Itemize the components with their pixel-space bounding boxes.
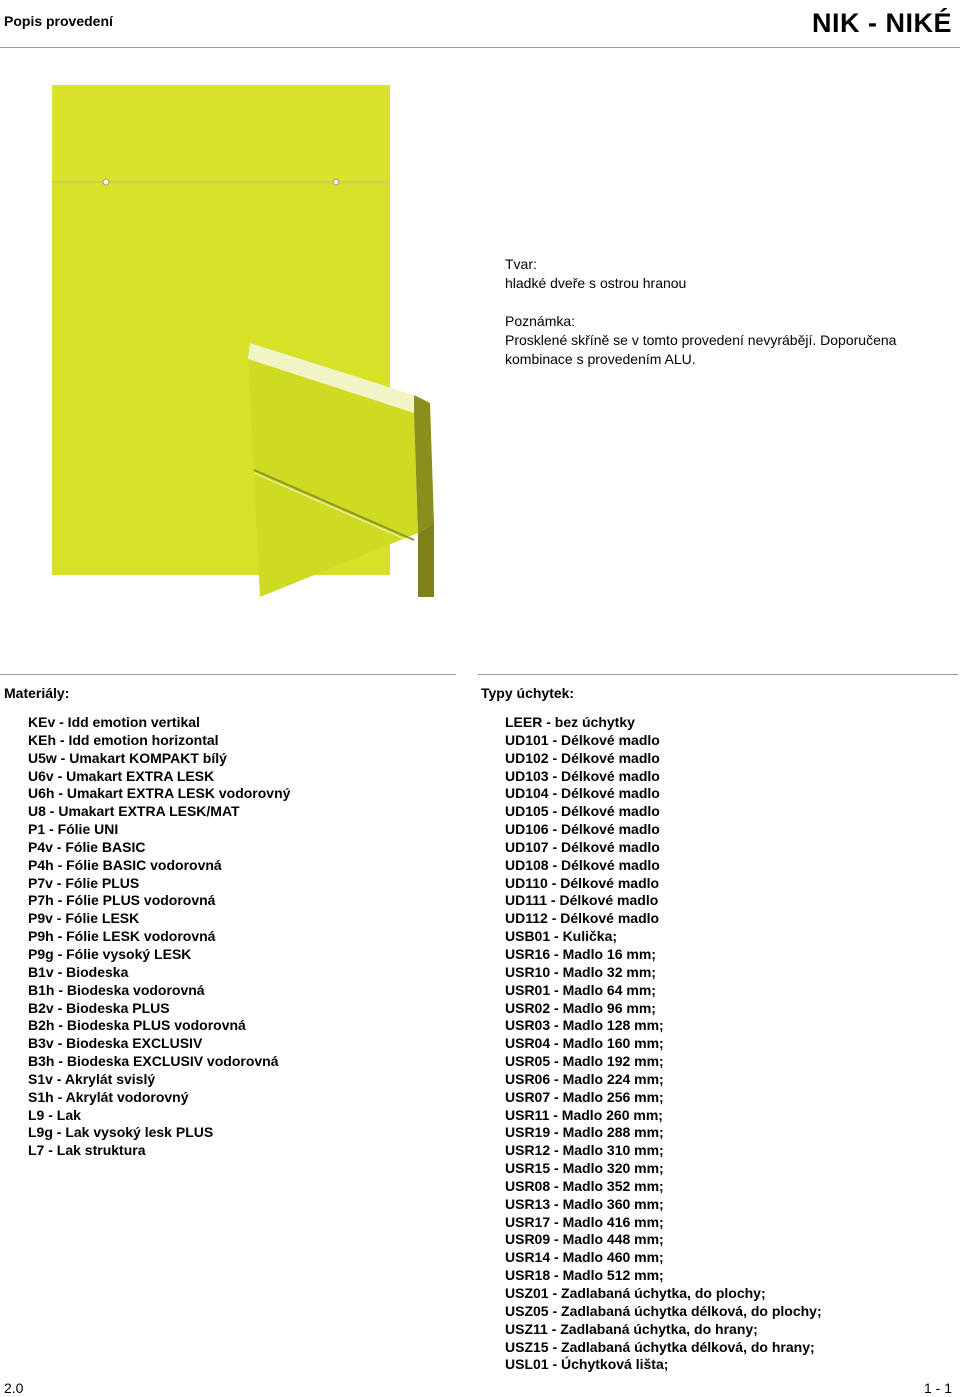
note-label: Poznámka: [505, 313, 576, 329]
handles-heading: Typy úchytek: [481, 685, 575, 701]
handles-item: USR11 - Madlo 260 mm; [505, 1106, 663, 1123]
handles-item: UD110 - Délkové madlo [505, 874, 660, 891]
handles-item: USR19 - Madlo 288 mm; [505, 1124, 664, 1141]
materials-item: P9v - Fólie LESK [28, 910, 140, 927]
handles-item: USR02 - Madlo 96 mm; [505, 999, 656, 1016]
hinge-left [103, 179, 109, 185]
handles-item: UD103 - Délkové madlo [505, 767, 660, 784]
handles-item: USR08 - Madlo 352 mm; [505, 1177, 664, 1194]
materials-item: P7h - Fólie PLUS vodorovná [28, 892, 216, 909]
handles-item: UD107 - Délkové madlo [505, 838, 660, 855]
materials-heading: Materiály: [4, 685, 70, 701]
handles-item: USB01 - Kulička; [505, 928, 618, 945]
materials-item: U8 - Umakart EXTRA LESK/MAT [28, 803, 240, 820]
materials-item: B2h - Biodeska PLUS vodorovná [28, 1017, 246, 1034]
materials-item: P9h - Fólie LESK vodorovná [28, 928, 216, 945]
handles-item: USR12 - Madlo 310 mm; [505, 1142, 664, 1159]
materials-item: B2v - Biodeska PLUS [28, 999, 170, 1016]
handles-item: USR16 - Madlo 16 mm; [505, 945, 656, 962]
materials-item: P9g - Fólie vysoký LESK [28, 945, 192, 962]
header-bar [0, 0, 960, 48]
door-front-photo [50, 85, 435, 600]
handles-item: USZ05 - Zadlabaná úchytka délková, do plochy; [505, 1302, 822, 1319]
materials-item: U6v - Umakart EXTRA LESK [28, 767, 215, 784]
materials-item: P4v - Fólie BASIC [28, 838, 146, 855]
version-label: 2.0 [4, 1380, 24, 1396]
materials-item: L7 - Lak struktura [28, 1142, 146, 1159]
handles-item: USR06 - Madlo 224 mm; [505, 1070, 664, 1087]
handles-item: LEER - bez úchytky [505, 714, 635, 730]
shape-label: Tvar: [505, 256, 537, 272]
handles-item: USR18 - Madlo 512 mm; [505, 1267, 664, 1284]
handles-list [505, 714, 822, 1374]
handles-item: USZ01 - Zadlabaná úchytka, do plochy; [505, 1285, 766, 1301]
handles-item: UD105 - Délkové madlo [505, 803, 660, 820]
handles-item: USR14 - Madlo 460 mm; [505, 1249, 664, 1266]
handles-item: USR03 - Madlo 128 mm; [505, 1017, 664, 1034]
materials-item: L9g - Lak vysoký lesk PLUS [28, 1124, 214, 1141]
handles-item: USR15 - Madlo 320 mm; [505, 1160, 664, 1177]
materials-item: B3h - Biodeska EXCLUSIV vodorovná [28, 1053, 279, 1070]
materials-item: P1 - Fólie UNI [28, 821, 119, 838]
materials-item: B1v - Biodeska [28, 963, 129, 980]
product-name: NIK - NIKÉ [812, 8, 952, 38]
handles-item: UD106 - Délkové madlo [505, 821, 660, 838]
page-number: 1 - 1 [923, 1380, 952, 1396]
materials-list [28, 714, 290, 1160]
handles-item: UD111 - Délkové madlo [505, 892, 659, 909]
materials-item: U5w - Umakart KOMPAKT bílý [28, 749, 227, 766]
section-title: Popis provedení [4, 13, 113, 29]
materials-item: S1h - Akrylát vodorovný [28, 1088, 189, 1105]
note-value: Prosklené skříně se v tomto provedení nevyrábějí. Doporučena kombinace s provedením ALU. [505, 332, 897, 367]
handles-item: USR09 - Madlo 448 mm; [505, 1231, 664, 1248]
handles-item: USZ11 - Zadlabaná úchytka, do hrany; [505, 1320, 758, 1337]
handles-item: USZ15 - Zadlabaná úchytka délková, do hrany; [505, 1338, 815, 1355]
door-panel-side-lower [418, 523, 434, 597]
handles-item: USR05 - Madlo 192 mm; [505, 1053, 664, 1070]
handles-item: UD108 - Délkové madlo [505, 856, 660, 873]
info-block [505, 255, 955, 369]
handles-item: UD112 - Délkové madlo [505, 910, 660, 927]
handles-item: USR17 - Madlo 416 mm; [505, 1213, 664, 1230]
door-panel-back-top [52, 85, 390, 181]
handles-item: USR10 - Madlo 32 mm; [505, 963, 656, 980]
handles-item: USR01 - Madlo 64 mm; [505, 981, 656, 998]
materials-divider [0, 674, 456, 675]
materials-item: B3v - Biodeska EXCLUSIV [28, 1035, 203, 1052]
handles-item: USR04 - Madlo 160 mm; [505, 1035, 664, 1052]
materials-item: P7v - Fólie PLUS [28, 874, 140, 891]
materials-item: U6h - Umakart EXTRA LESK vodorovný [28, 785, 291, 802]
handles-item: UD101 - Délkové madlo [505, 731, 660, 748]
handles-divider [478, 674, 958, 675]
materials-item: KEv - Idd emotion vertikal [28, 714, 200, 730]
handles-item: USR13 - Madlo 360 mm; [505, 1195, 664, 1212]
handles-item: USR07 - Madlo 256 mm; [505, 1088, 664, 1105]
handles-item: UD104 - Délkové madlo [505, 785, 660, 802]
materials-item: KEh - Idd emotion horizontal [28, 731, 219, 748]
handles-item: UD102 - Délkové madlo [505, 749, 660, 766]
materials-item: P4h - Fólie BASIC vodorovná [28, 856, 222, 873]
shape-value: hladké dveře s ostrou hranou [505, 275, 687, 291]
hinge-right [333, 179, 339, 185]
materials-item: S1v - Akrylát svislý [28, 1070, 156, 1087]
materials-item: B1h - Biodeska vodorovná [28, 981, 205, 998]
materials-item: L9 - Lak [28, 1106, 81, 1123]
handles-item: USL01 - Úchytková lišta; [505, 1356, 669, 1373]
